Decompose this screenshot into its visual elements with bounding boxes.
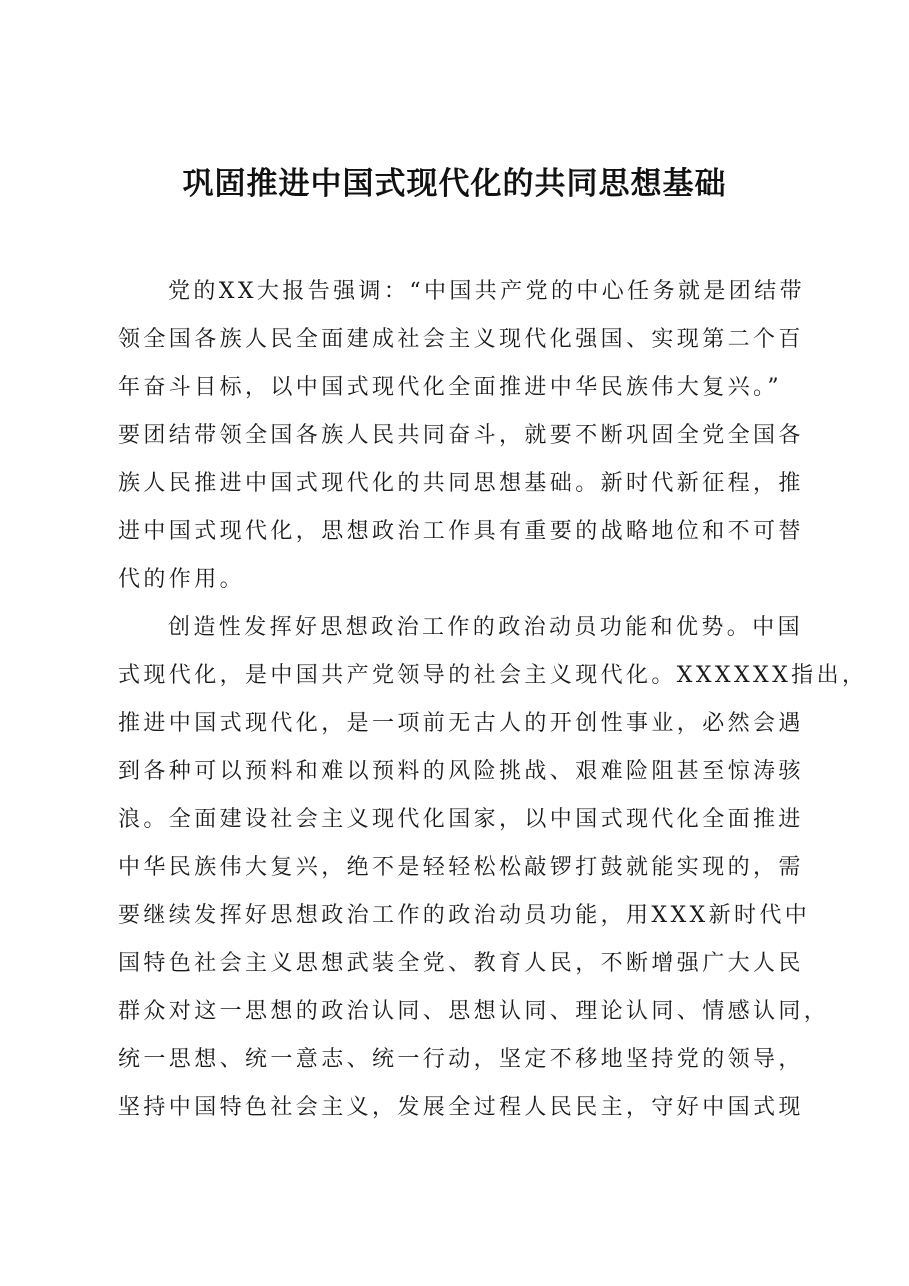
- paragraph-line: 代的作用。: [118, 567, 246, 592]
- paragraph-line: 族人民推进中国式现代化的共同思想基础。新时代新征程，推: [118, 471, 804, 496]
- paragraph-line: 浪。全面建设社会主义现代化国家，以中国式现代化全面推进: [118, 807, 804, 832]
- document-title: 巩固推进中国式现代化的共同思想基础: [182, 166, 727, 202]
- paragraph-line: 创造性发挥好思想政治工作的政治动员功能和优势。中国: [168, 615, 804, 640]
- paragraph-line: 国特色社会主义思想武装全党、教育人民，不断增强广大人民: [118, 951, 804, 976]
- paragraph-line: 领全国各族人民全面建成社会主义现代化强国、实现第二个百: [118, 327, 804, 352]
- paragraph-line: 党的XX大报告强调：“中国共产党的中心任务就是团结带: [168, 279, 805, 304]
- paragraph-line: 式现代化，是中国共产党领导的社会主义现代化。XXXXXX指出，: [118, 663, 868, 688]
- paragraph-line: 推进中国式现代化，是一项前无古人的开创性事业，必然会遇: [118, 711, 804, 736]
- paragraph-line: 坚持中国特色社会主义，发展全过程人民民主，守好中国式现: [118, 1095, 804, 1120]
- paragraph-line: 到各种可以预料和难以预料的风险挑战、艰难险阻甚至惊涛骇: [118, 759, 804, 784]
- paragraph-line: 群众对这一思想的政治认同、思想认同、理论认同、情感认同，: [118, 999, 830, 1024]
- paragraph-line: 年奋斗目标，以中国式现代化全面推进中华民族伟大复兴。”: [118, 375, 783, 400]
- paragraph-line: 进中国式现代化，思想政治工作具有重要的战略地位和不可替: [118, 519, 804, 544]
- paragraph-line: 要团结带领全国各族人民共同奋斗，就要不断巩固全党全国各: [118, 423, 804, 448]
- paragraph-line: 要继续发挥好思想政治工作的政治动员功能，用XXX新时代中: [118, 903, 811, 928]
- paragraph-line: 统一思想、统一意志、统一行动，坚定不移地坚持党的领导，: [118, 1047, 804, 1072]
- paragraph-line: 中华民族伟大复兴，绝不是轻轻松松敲锣打鼓就能实现的，需: [118, 855, 804, 880]
- document-body: [118, 268, 868, 1132]
- paragraph-2: [118, 604, 868, 1132]
- paragraph-1: [118, 268, 805, 604]
